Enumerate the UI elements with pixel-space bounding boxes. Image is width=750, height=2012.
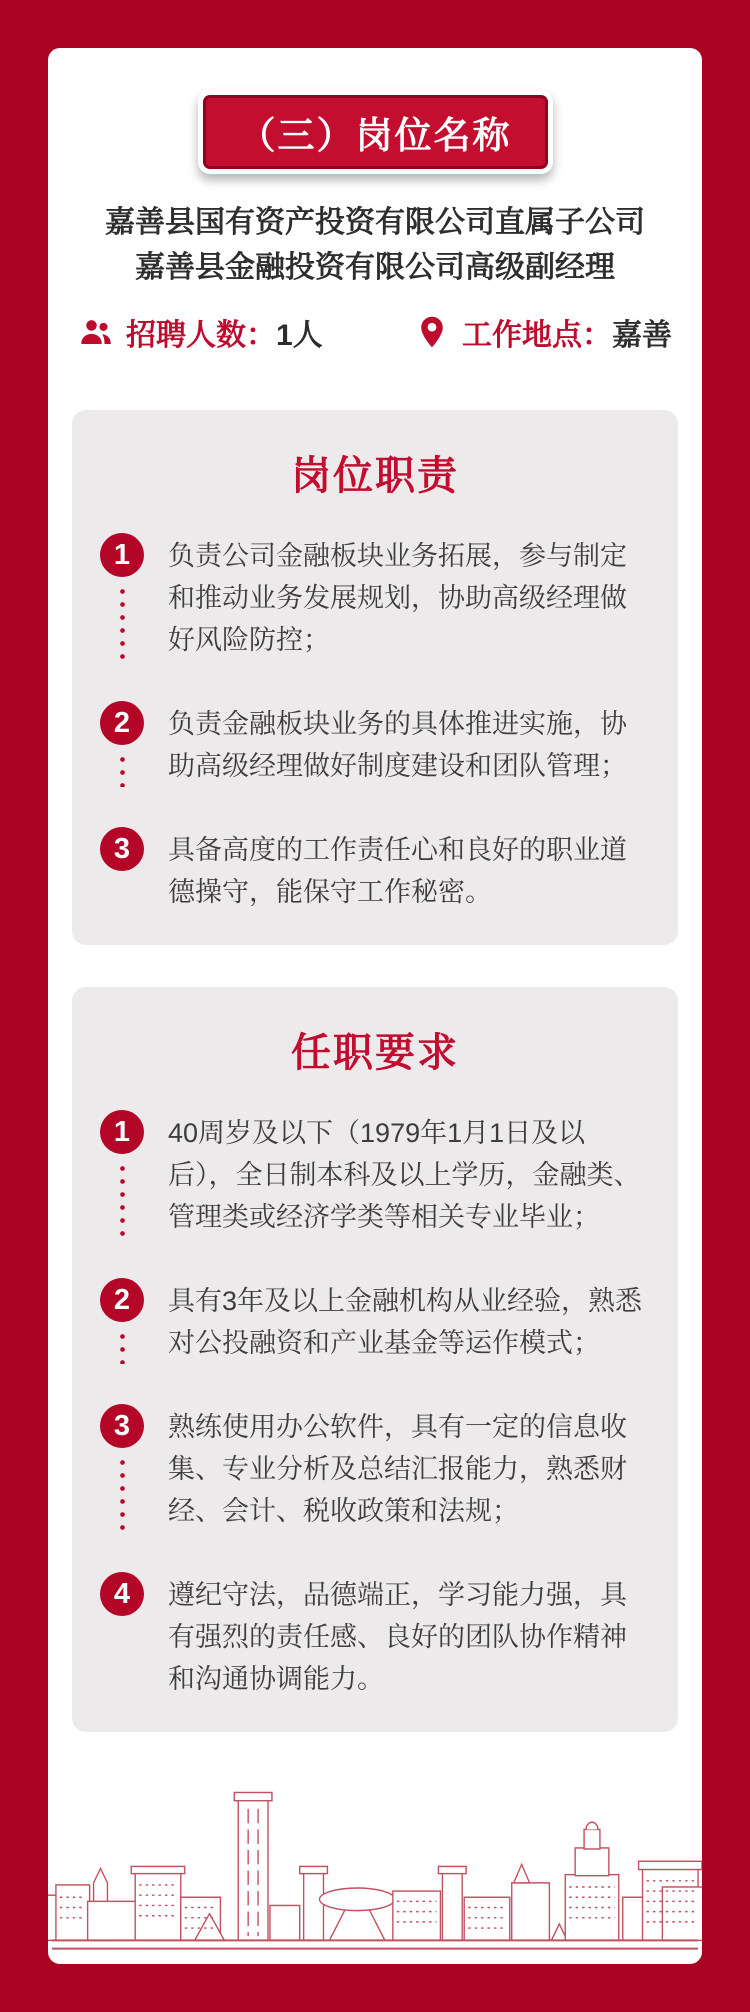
location-info xyxy=(414,310,672,354)
item-number-badge: 3 xyxy=(100,827,144,871)
item-number-badge: 4 xyxy=(100,1572,144,1616)
info-row xyxy=(48,310,702,354)
responsibilities-panel xyxy=(72,410,678,945)
dotted-connector xyxy=(120,1330,125,1364)
list-item xyxy=(100,1110,650,1278)
item-text: 40周岁及以下（1979年1月1日及以后），全日制本科及以上学历，金融类、管理类或经济学类等相关专业毕业； xyxy=(168,1118,641,1232)
list-item xyxy=(100,1572,650,1706)
list-item xyxy=(100,533,650,701)
responsibilities-title: 岗位职责 xyxy=(291,454,459,498)
item-number-column xyxy=(100,1278,144,1364)
list-item xyxy=(100,1278,650,1404)
location-pin-icon xyxy=(414,314,450,350)
item-number-badge: 1 xyxy=(100,533,144,577)
item-number-badge: 2 xyxy=(100,1278,144,1322)
dotted-connector xyxy=(120,1456,125,1532)
position-title-line1: 嘉善县国有资产投资有限公司直属子公司 xyxy=(105,206,645,239)
dotted-connector xyxy=(120,1162,125,1238)
dotted-connector xyxy=(120,753,125,787)
item-number-column xyxy=(100,533,144,661)
city-skyline-illustration xyxy=(48,1774,702,1964)
position-title xyxy=(48,200,702,290)
content-card xyxy=(48,48,702,1964)
item-number-column xyxy=(100,701,144,787)
item-text: 熟练使用办公软件，具有一定的信息收集、专业分析及总结汇报能力，熟悉财经、会计、税收政策和法规； xyxy=(168,1412,627,1526)
item-number-badge: 2 xyxy=(100,701,144,745)
item-text: 负责金融板块业务的具体推进实施，协助高级经理做好制度建设和团队管理； xyxy=(168,709,627,781)
dotted-connector xyxy=(120,585,125,661)
requirements-title: 任职要求 xyxy=(291,1031,459,1075)
list-item xyxy=(100,1404,650,1572)
item-text: 负责公司金融板块业务拓展，参与制定和推动业务发展规划，协助高级经理做好风险防控； xyxy=(168,541,627,655)
location-label: 工作地点： xyxy=(462,319,612,352)
item-text: 具有3年及以上金融机构从业经验，熟悉对公投融资和产业基金等运作模式； xyxy=(168,1286,643,1358)
item-text: 具备高度的工作责任心和良好的职业道德操守，能保守工作秘密。 xyxy=(168,835,627,907)
item-number-column xyxy=(100,827,144,913)
headcount-info xyxy=(78,310,323,354)
section-banner xyxy=(198,90,553,174)
item-number-column xyxy=(100,1572,144,1700)
item-number-column xyxy=(100,1110,144,1238)
headcount-label: 招聘人数： xyxy=(126,319,276,352)
headcount-value: 1人 xyxy=(276,319,323,352)
item-number-column xyxy=(100,1404,144,1532)
item-number-badge: 1 xyxy=(100,1110,144,1154)
list-item xyxy=(100,827,650,919)
banner-title: （三）岗位名称 xyxy=(238,115,512,156)
item-text: 遵纪守法，品德端正，学习能力强，具有强烈的责任感、良好的团队协作精神和沟通协调能力。 xyxy=(168,1580,627,1694)
item-number-badge: 3 xyxy=(100,1404,144,1448)
users-icon xyxy=(78,314,114,350)
requirements-panel xyxy=(72,987,678,1732)
location-value: 嘉善 xyxy=(612,319,672,352)
position-title-line2: 嘉善县金融投资有限公司高级副经理 xyxy=(135,251,615,284)
list-item xyxy=(100,701,650,827)
